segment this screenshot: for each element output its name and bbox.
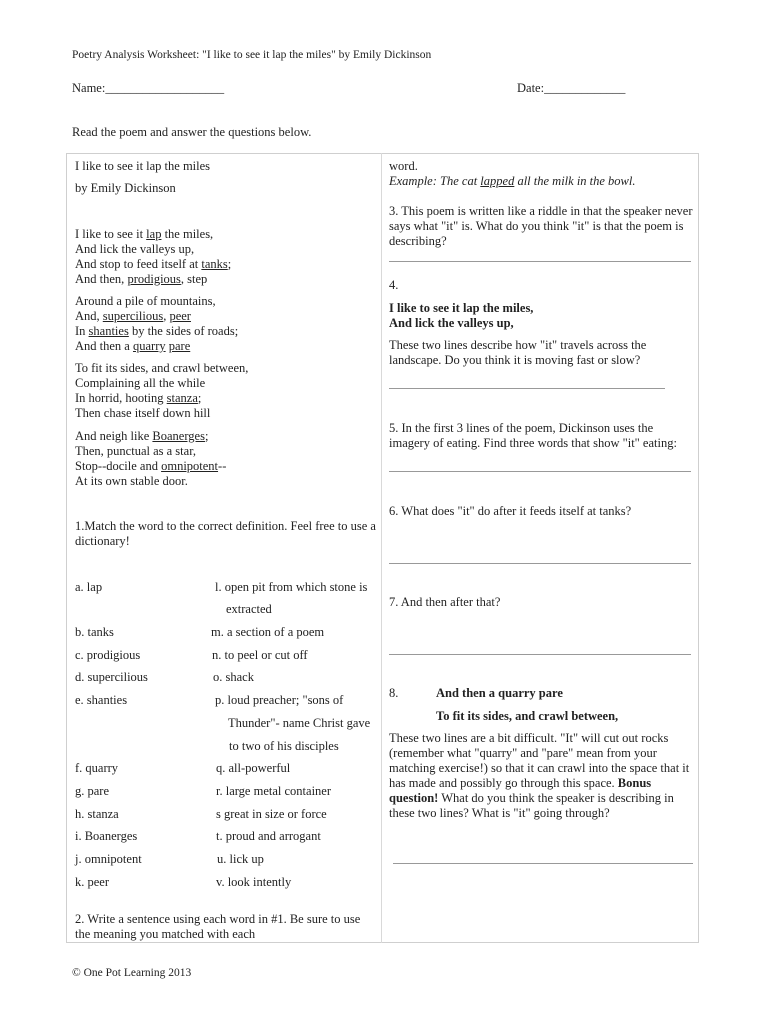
q2-prompt: 2. Write a sentence using each word in #1. Be sure to use: [75, 912, 361, 926]
q1-definition: t. proud and arrogant: [216, 829, 321, 843]
q8-number: 8.: [389, 686, 399, 700]
q8-quote-line2: To fit its sides, and crawl between,: [436, 709, 619, 723]
q3-answer-line[interactable]: [389, 261, 691, 262]
poem-line: I like to see it lap the miles,: [75, 227, 214, 241]
poem-line: And stop to feed itself at tanks;: [75, 257, 232, 271]
q1-definition: l. open pit from which stone is: [215, 580, 368, 594]
q1-definition-cont: extracted: [226, 602, 272, 616]
q7-answer-line[interactable]: [389, 654, 691, 655]
q1-word: i. Boanerges: [75, 829, 138, 843]
q1-word: h. stanza: [75, 807, 119, 821]
q7-prompt: 7. And then after that?: [389, 595, 501, 609]
q8-prompt: These two lines are a bit difficult. "It" will cut out rocks (remember what "quarry" and "pare" mean from your matching exercise!) so that it can crawl into the space that it has made and possibly go through this space. Bonus question! What do you think the speaker is describing in these two lines? What is "it" going through?: [389, 731, 690, 820]
poem-stanza-4: [75, 429, 226, 489]
poem-line: Around a pile of mountains,: [75, 294, 216, 308]
q1-definition: p. loud preacher; "sons of: [215, 693, 344, 707]
q1-prompt: 1.Match the word to the correct definition. Feel free to use a: [75, 519, 376, 533]
q6-prompt: 6. What does "it" do after it feeds itself at tanks?: [389, 504, 632, 518]
q1-word: j. omnipotent: [75, 852, 142, 866]
q5-prompt: 5. In the first 3 lines of the poem, Dickinson uses the imagery of eating. Find three words that show "it" eating:: [389, 421, 677, 450]
poem-stanza-1: [75, 227, 231, 287]
q1-definition: r. large metal container: [216, 784, 331, 798]
q1-definition-cont: to two of his disciples: [229, 739, 339, 753]
poem-line: And then a quarry pare: [75, 339, 191, 353]
instructions: Read the poem and answer the questions below.: [72, 125, 312, 139]
poem-line: In shanties by the sides of roads;: [75, 324, 239, 338]
q1-cont-word: word.: [389, 159, 418, 173]
q1-word: b. tanks: [75, 625, 114, 639]
q1-definition: n. to peel or cut off: [212, 648, 308, 662]
q1-word: f. quarry: [75, 761, 119, 775]
poem-stanza-3: [75, 361, 248, 421]
q1-word: k. peer: [75, 875, 110, 889]
poem-line: At its own stable door.: [75, 474, 188, 488]
q1-word: c. prodigious: [75, 648, 141, 662]
q2-prompt-cont: the meaning you matched with each: [75, 927, 256, 941]
footer-copyright: © One Pot Learning 2013: [72, 967, 192, 979]
q4-quote: I like to see it lap the miles, And lick the valleys up,: [389, 301, 534, 330]
poem-line: Stop--docile and omnipotent--: [75, 459, 227, 473]
poem-title: I like to see it lap the miles: [75, 159, 211, 173]
q3-prompt: 3. This poem is written like a riddle in that the speaker never says what "it" is. What do you think "it" is that the poem is describing?: [389, 204, 693, 248]
q8-quote-line1: And then a quarry pare: [436, 686, 563, 700]
poem-line: And neigh like Boanerges;: [75, 429, 209, 443]
poem-line: Complaining all the while: [75, 376, 206, 390]
q1-prompt-cont: dictionary!: [75, 534, 130, 548]
q4-answer-line[interactable]: [389, 388, 665, 389]
poem-line: And, supercilious, peer: [75, 309, 191, 323]
example-sentence: Example: The cat lapped all the milk in the bowl.: [389, 174, 636, 188]
q1-definition: u. lick up: [217, 852, 264, 866]
q1-definition: m. a section of a poem: [211, 625, 325, 639]
q1-definition: v. look intently: [216, 875, 292, 889]
poem-line: To fit its sides, and crawl between,: [75, 361, 249, 375]
poem-line: Then chase itself down hill: [75, 406, 211, 420]
poem-author: by Emily Dickinson: [75, 181, 176, 195]
poem-line: And then, prodigious, step: [75, 272, 208, 286]
q1-word: a. lap: [75, 580, 103, 594]
q1-definition: s great in size or force: [216, 807, 327, 821]
q4-number: 4.: [389, 278, 399, 292]
q1-word: g. pare: [75, 784, 110, 798]
poem-stanza-2: [75, 294, 238, 354]
q1-definition: q. all-powerful: [216, 761, 291, 775]
q1-definition-cont: Thunder"- name Christ gave: [228, 716, 371, 730]
q5-answer-line[interactable]: [389, 471, 691, 472]
column-divider: [381, 153, 382, 943]
q8-answer-line[interactable]: [393, 863, 693, 864]
poem-line: Then, punctual as a star,: [75, 444, 196, 458]
q6-answer-line[interactable]: [389, 563, 691, 564]
name-field[interactable]: Name:___________________: [72, 81, 225, 95]
q1-definition: o. shack: [213, 670, 254, 684]
date-field[interactable]: Date:_____________: [517, 81, 626, 95]
q4-prompt: These two lines describe how "it" travels across the landscape. Do you think it is moving fast or slow?: [389, 338, 647, 367]
poem-line: In horrid, hooting stanza;: [75, 391, 202, 405]
q1-word: e. shanties: [75, 693, 128, 707]
worksheet-title: Poetry Analysis Worksheet: "I like to see it lap the miles" by Emily Dickinson: [72, 49, 432, 61]
q1-word: d. supercilious: [75, 670, 148, 684]
poem-line: And lick the valleys up,: [75, 242, 195, 256]
